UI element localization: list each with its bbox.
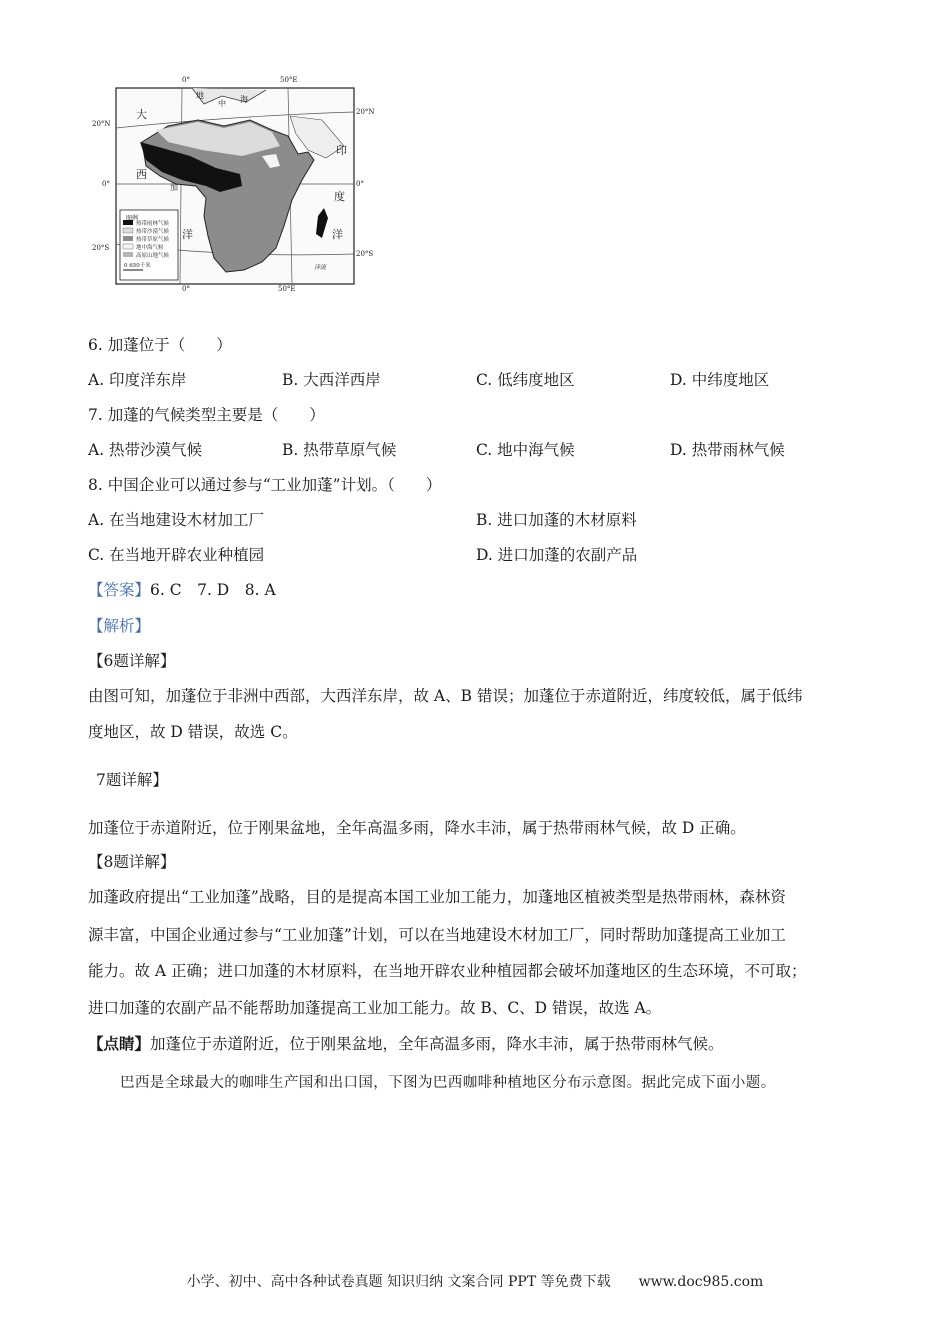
water-label-1: 西 (136, 168, 147, 181)
africa-climate-map (92, 76, 375, 293)
water-label-8: 海 (240, 95, 248, 104)
legend-item-1: 热带沙漠气候 (136, 229, 170, 235)
question-8-stem: 8. 中国企业可以通过参与“工业加蓬”计划。（ ） (88, 476, 442, 494)
detail-7-line-1: 加蓬位于赤道附近，位于刚果盆地，全年高温多雨，降水丰沛，属于热带雨林气候，故 D 正确。 (88, 819, 746, 837)
detail-7-label: 7题详解】 (96, 771, 168, 789)
water-label-6: 地 (196, 91, 204, 100)
question-6-option-d: D. 中纬度地区 (670, 371, 770, 389)
question-7-option-b: B. 热带草原气候 (282, 441, 397, 459)
lat-label-left-2: 20°S (92, 244, 110, 252)
answer-line (88, 579, 276, 601)
answer-label: 【答案】 (88, 581, 151, 599)
tip-text: 加蓬位于赤道附近，位于刚果盆地，全年高温多雨，降水丰沛，属于热带雨林气候。 (150, 1035, 724, 1053)
water-label-3: 印 (336, 144, 347, 157)
lat-label-right-1: 0° (356, 180, 364, 188)
answer-text: 6. C 7. D 8. A (150, 581, 276, 599)
lat-label-left-0: 20°N (92, 120, 111, 128)
water-label-4: 度 (334, 190, 345, 203)
legend-item-3: 地中海气候 (136, 245, 164, 251)
scale-bar-label: 0 650千米 (124, 263, 151, 269)
lat-label-left-1: 0° (102, 180, 110, 188)
lon-label-bottom-1: 50°E (278, 285, 296, 293)
question-8-option-c: C. 在当地开辟农业种植园 (88, 546, 265, 564)
question-8-option-b: B. 进口加蓬的木材原料 (476, 511, 637, 529)
detail-6-label: 【6题详解】 (88, 652, 176, 670)
next-question-intro: 巴西是全球最大的咖啡生产国和出口国，下图为巴西咖啡种植地区分布示意图。据此完成下面小题。 (120, 1075, 776, 1091)
question-7-stem: 7. 加蓬的气候类型主要是（ ） (88, 406, 325, 424)
analysis-label: 【解析】 (88, 617, 151, 635)
lon-label-top-1: 50°E (280, 76, 298, 84)
current-label: 洋流 (314, 264, 327, 271)
water-label-7: 中 (218, 99, 226, 108)
detail-8-line-3: 能力。故 A 正确；进口加蓬的木材原料，在当地开辟农业种植园都会破坏加蓬地区的生态环境，不可取； (88, 962, 807, 980)
question-7-option-c: C. 地中海气候 (476, 441, 575, 459)
question-6-stem: 6. 加蓬位于（ ） (88, 336, 232, 354)
lat-label-right-0: 20°N (356, 108, 375, 116)
detail-8-line-1: 加蓬政府提出“工业加蓬”战略，目的是提高本国工业加工能力，加蓬地区植被类型是热带雨林，森林资 (88, 888, 786, 906)
lon-label-bottom-0: 0° (182, 285, 190, 293)
lon-label-top-0: 0° (182, 76, 190, 84)
tip-label: 【点睛】 (88, 1034, 151, 1053)
question-7-option-d: D. 热带雨林气候 (670, 441, 785, 459)
detail-6-line-1: 由图可知，加蓬位于非洲中西部，大西洋东岸，故 A、B 错误；加蓬位于赤道附近，纬度较低，属于低纬 (88, 687, 803, 705)
legend-item-4: 高原山地气候 (136, 253, 170, 259)
page-footer: 小学、初中、高中各种试卷真题 知识归纳 文案合同 PPT 等免费下载 www.doc985.com (186, 1274, 764, 1290)
water-label-5: 洋 (332, 228, 343, 241)
question-8-option-d: D. 进口加蓬的农副产品 (476, 546, 638, 564)
detail-8-label: 【8题详解】 (88, 853, 176, 871)
water-label-0: 大 (136, 108, 147, 121)
gabon-label: 加 (170, 183, 178, 192)
legend-item-0: 热带雨林气候 (136, 221, 170, 227)
question-6-option-b: B. 大西洋西岸 (282, 371, 381, 389)
question-6-option-a: A. 印度洋东岸 (88, 371, 187, 389)
legend-item-2: 热带草原气候 (136, 237, 170, 243)
tip-line (88, 1033, 724, 1055)
lat-label-right-2: 20°S (356, 250, 374, 258)
question-6-option-c: C. 低纬度地区 (476, 371, 575, 389)
legend-title: 图例 (126, 215, 139, 222)
detail-8-line-2: 源丰富，中国企业通过参与“工业加蓬”计划，可以在当地建设木材加工厂，同时帮助加蓬提高工业加工 (88, 926, 786, 944)
question-8-option-a: A. 在当地建设木材加工厂 (88, 511, 265, 529)
question-7-option-a: A. 热带沙漠气候 (88, 441, 203, 459)
detail-8-line-4: 进口加蓬的农副产品不能帮助加蓬提高工业加工能力。故 B、C、D 错误，故选 A。 (88, 999, 662, 1017)
detail-6-line-2: 度地区，故 D 错误，故选 C。 (88, 723, 298, 741)
water-label-2: 洋 (182, 228, 193, 241)
